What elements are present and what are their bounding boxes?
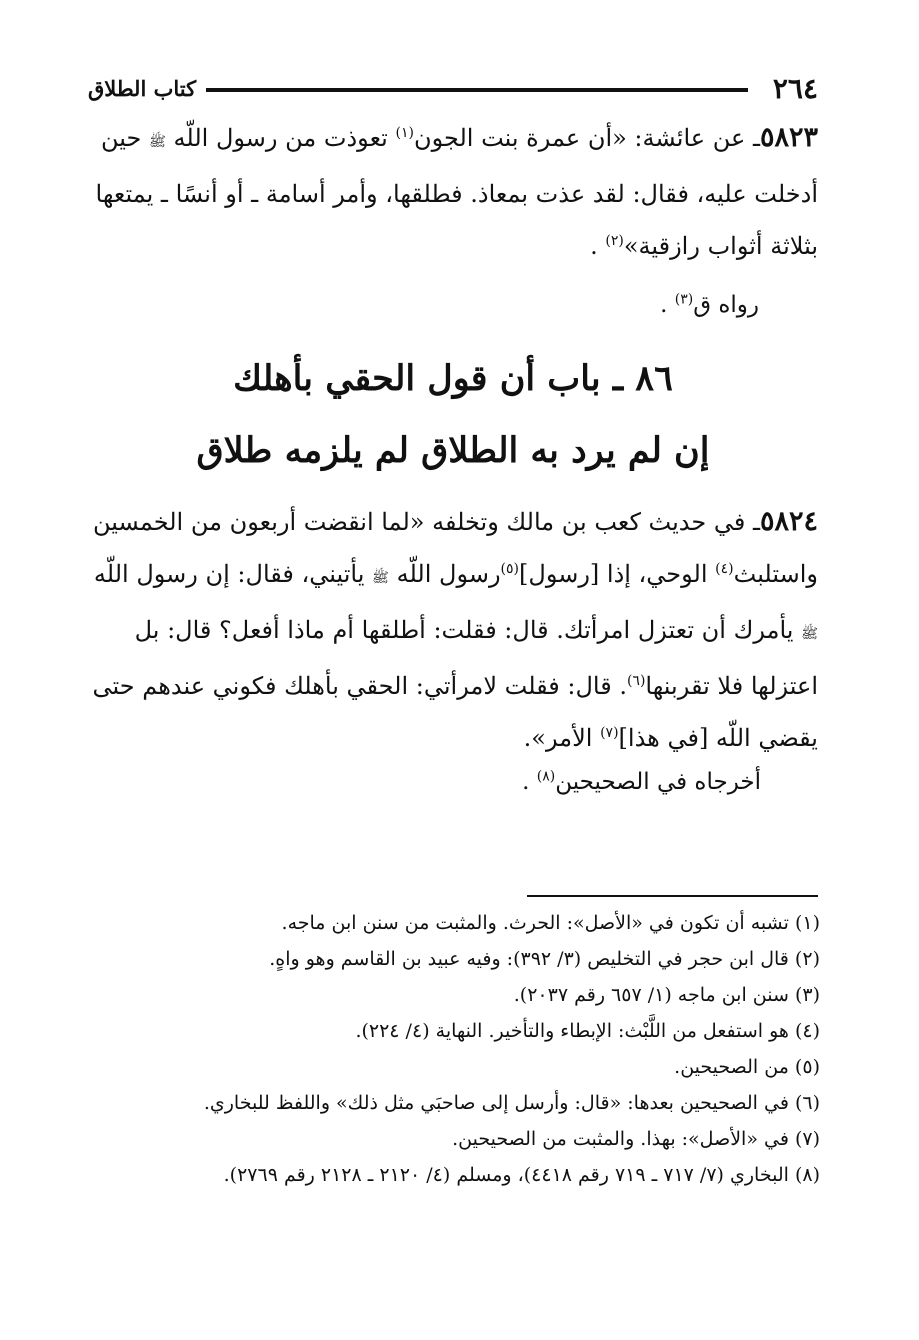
footnote-5: (٥) من الصحيحين. [674, 1056, 820, 1078]
hadith-5824-source [522, 762, 761, 802]
text-run: يأتيني، فقال: إن رسول اللّه [93, 560, 373, 588]
salutation-glyph: ﷺ [801, 626, 818, 642]
hadith-5823-line-1 [88, 112, 818, 168]
text-run: . [660, 292, 675, 318]
text-run: رسول اللّه [388, 560, 501, 588]
footnote-ref-4: (٤) [715, 561, 734, 577]
hadith-number: ٥٨٢٣ [759, 122, 818, 153]
footnote-4: (٤) هو استفعل من اللَّبْث: الإبطاء والتأخير. النهاية (٤/ ٢٢٤). [355, 1020, 820, 1042]
hadith-5824-line-1 [88, 496, 818, 548]
salutation-glyph: ﷺ [372, 570, 389, 586]
text-run: . قال: فقلت لامرأتي: الحقي بأهلك فكوني عندهم حتى [92, 672, 627, 700]
hadith-5823-line-2: أدخلت عليه، فقال: لقد عذت بمعاذ. فطلقها، وأمر أسامة ـ أو أنسًا ـ يمتعها [95, 180, 818, 208]
text-run: تعوذت من رسول اللّه [165, 124, 396, 152]
footnote-ref-2: (٢) [605, 233, 624, 249]
footnote-1: (١) تشبه أن تكون في «الأصل»: الحرث. والمثبت من سنن ابن ماجه. [281, 912, 820, 934]
chapter-heading-line-1: ٨٦ ـ باب أن قول الحقي بأهلك [233, 358, 673, 399]
hadith-5824-line-5 [88, 712, 818, 764]
text-run: اعتزلها فلا تقربنها [645, 672, 818, 700]
text-run: أخرجاه في الصحيحين [555, 769, 761, 795]
footnote-ref-7: (٧) [600, 725, 619, 741]
text-run: بثلاثة أثواب رازقية» [623, 232, 818, 260]
hadith-5823-source [660, 285, 759, 325]
footnote-8: (٨) البخاري (٧/ ٧١٧ ـ ٧١٩ رقم ٤٤١٨)، ومسلم (٤/ ٢١٢٠ ـ ٢١٢٨ رقم ٢٧٦٩). [223, 1164, 820, 1186]
text-run: يأمرك أن تعتزل امرأتك. قال: فقلت: أطلقها أم ماذا أفعل؟ قال: بل [134, 616, 802, 644]
text-run: يقضي اللّه [في هذا] [618, 724, 818, 752]
hadith-5823-line-3 [88, 220, 818, 272]
hadith-number: ٥٨٢٤ [759, 506, 818, 537]
hadith-5824-line-2 [88, 548, 818, 604]
footnote-7: (٧) في «الأصل»: بهذا. والمثبت من الصحيحين. [452, 1128, 820, 1150]
footnote-6: (٦) في الصحيحين بعدها: «قال: وأرسل إلى صاحبَي مثل ذلك» واللفظ للبخاري. [203, 1092, 820, 1114]
header-rule [206, 88, 748, 92]
text-run: الأمر». [523, 724, 601, 752]
text-run: . [522, 769, 537, 795]
text-run: واستلبث [733, 560, 818, 588]
text-run: حين [101, 124, 149, 152]
footnote-ref-1: (١) [395, 125, 414, 141]
chapter-heading-line-2: إن لم يرد به الطلاق لم يلزمه طلاق [196, 430, 710, 471]
footnote-3: (٣) سنن ابن ماجه (١/ ٦٥٧ رقم ٢٠٣٧). [513, 984, 820, 1006]
footnote-ref-3: (٣) [674, 291, 694, 308]
running-header [88, 74, 818, 104]
salutation-glyph: ﷺ [149, 134, 166, 150]
hadith-5824-line-4 [88, 660, 818, 712]
footnote-ref-6: (٦) [626, 673, 646, 689]
page-number: ٢٦٤ [772, 72, 818, 105]
footnote-2: (٢) قال ابن حجر في التخليص (٣/ ٣٩٢): وفيه عبيد بن القاسم وهو واهٍ. [269, 948, 820, 970]
hadith-5824 [88, 496, 818, 764]
text-run: ـ في حديث كعب بن مالك وتخلفه «لما انقضت أربعون من الخمسين [92, 508, 760, 536]
hadith-5824-line-3 [88, 604, 818, 660]
footnotes-list [88, 905, 820, 1193]
book-title: كتاب الطلاق [88, 76, 197, 101]
text-run: . [590, 232, 606, 260]
footnote-separator [527, 895, 818, 897]
text-run: رواه ق [693, 292, 759, 318]
text-run: الوحي، إذا [رسول] [519, 560, 716, 588]
footnote-ref-5: (٥) [500, 561, 520, 577]
text-run: ـ عن عائشة: «أن عمرة بنت الجون [413, 124, 760, 152]
footnote-ref-8: (٨) [536, 768, 556, 785]
hadith-5823 [88, 112, 818, 272]
